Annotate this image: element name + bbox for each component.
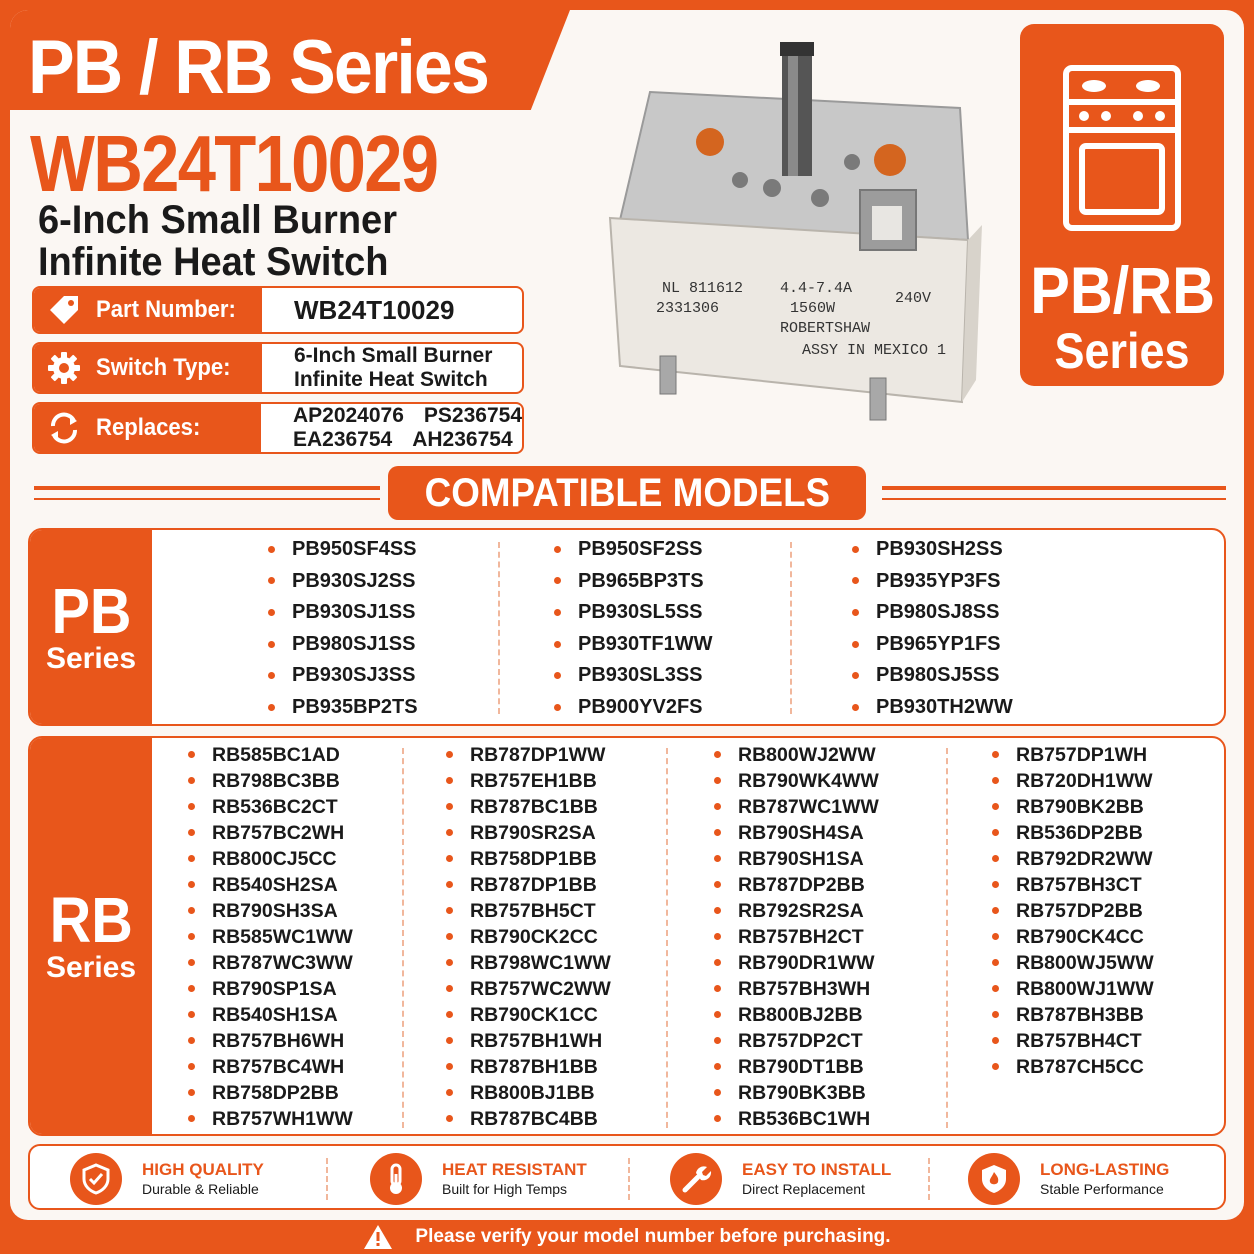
features-bar — [28, 1144, 1226, 1210]
spec-part-number — [32, 286, 524, 334]
rb-series-word: Series — [45, 951, 137, 984]
pb-series-code: PB — [50, 575, 132, 647]
column-divider — [790, 542, 792, 714]
list-item: RB757BC4WH — [186, 1054, 353, 1080]
spec-label-replaces: Replaces: — [96, 414, 201, 441]
feature-divider — [628, 1158, 630, 1200]
column-divider — [498, 542, 500, 714]
list-item: RB787DP2BB — [712, 872, 879, 898]
footer-note — [0, 1220, 1254, 1254]
badge-series-word: Series — [1054, 323, 1190, 379]
list-item: RB757BH3CT — [990, 872, 1154, 898]
rb-column — [186, 742, 353, 1132]
rb-series-label — [30, 738, 152, 1134]
gear-icon — [46, 350, 82, 386]
list-item: RB798WC1WW — [444, 950, 611, 976]
feature-divider — [928, 1158, 930, 1200]
list-item: PB900YV2FS — [552, 692, 712, 724]
tag-icon — [46, 292, 82, 328]
list-item: RB790SR2SA — [444, 820, 611, 846]
list-item: RB757WH1WW — [186, 1106, 353, 1132]
list-item: PB930SL3SS — [552, 660, 712, 692]
warning-icon — [363, 1224, 393, 1250]
label-text: ROBERTSHAW — [780, 320, 871, 337]
compatible-models-heading: COMPATIBLE MODELS — [388, 466, 866, 520]
spec-switch-type — [32, 342, 524, 394]
label-text: 2331306 — [656, 300, 720, 317]
spec-replaces — [32, 402, 524, 454]
list-item: PB930SJ2SS — [266, 566, 418, 598]
feature-subtitle: Stable Performance — [1040, 1181, 1164, 1197]
product-subtitle-line2: Infinite Heat Switch — [38, 240, 389, 284]
rb-column — [990, 742, 1154, 1080]
list-item: RB540SH1SA — [186, 1002, 353, 1028]
list-item: RB790BK2BB — [990, 794, 1154, 820]
list-item: RB758DP2BB — [186, 1080, 353, 1106]
list-item: RB757EH1BB — [444, 768, 611, 794]
list-item: PB965YP1FS — [850, 629, 1013, 661]
label-text: 1560W — [790, 300, 836, 317]
feature-title: HIGH QUALITY — [142, 1160, 264, 1179]
list-item: PB930TF1WW — [552, 629, 712, 661]
list-item: RB792SR2SA — [712, 898, 879, 924]
list-item: RB540SH2SA — [186, 872, 353, 898]
replaces-item: AP2024076 — [292, 404, 404, 427]
list-item: RB790SH4SA — [712, 820, 879, 846]
list-item: RB790DR1WW — [712, 950, 879, 976]
spec-value-switch-type-line2: Infinite Heat Switch — [294, 368, 488, 391]
spec-value-part-number: WB24T10029 — [294, 295, 455, 325]
label-text: ASSY IN MEXICO 1 — [802, 342, 947, 359]
list-item: RB792DR2WW — [990, 846, 1154, 872]
divider-right — [882, 486, 1226, 490]
list-item: PB930SJ3SS — [266, 660, 418, 692]
column-divider — [946, 748, 948, 1128]
list-item: RB787BC1BB — [444, 794, 611, 820]
list-item: RB720DH1WW — [990, 768, 1154, 794]
rb-column — [444, 742, 611, 1132]
list-item: PB930TH2WW — [850, 692, 1013, 724]
product-subtitle-line1: 6-Inch Small Burner — [38, 198, 397, 242]
list-item: RB800BJ1BB — [444, 1080, 611, 1106]
pb-column — [552, 534, 712, 724]
list-item: RB800BJ2BB — [712, 1002, 879, 1028]
list-item: RB757BH5CT — [444, 898, 611, 924]
list-item: RB536DP2BB — [990, 820, 1154, 846]
series-badge — [1020, 24, 1224, 386]
shield-check-icon — [79, 1162, 113, 1196]
list-item: RB790SP1SA — [186, 976, 353, 1002]
refresh-icon — [46, 410, 82, 446]
list-item: PB965BP3TS — [552, 566, 712, 598]
list-item: RB790WK4WW — [712, 768, 879, 794]
list-item: RB790CK1CC — [444, 1002, 611, 1028]
list-item: PB980SJ1SS — [266, 629, 418, 661]
list-item: RB585WC1WW — [186, 924, 353, 950]
feature-subtitle: Durable & Reliable — [142, 1181, 259, 1197]
feature-divider — [326, 1158, 328, 1200]
list-item: RB758DP1BB — [444, 846, 611, 872]
feature-subtitle: Direct Replacement — [742, 1181, 865, 1197]
feature-long-lasting — [968, 1152, 1169, 1206]
list-item: PB980SJ8SS — [850, 597, 1013, 629]
list-item: RB757BC2WH — [186, 820, 353, 846]
divider-left — [34, 498, 380, 500]
rb-series-code: RB — [49, 884, 133, 956]
label-text: NL 811612 — [662, 280, 744, 297]
list-item: RB800WJ5WW — [990, 950, 1154, 976]
spec-label-switch-type: Switch Type: — [96, 354, 231, 381]
feature-title: LONG-LASTING — [1040, 1160, 1170, 1179]
series-title: PB / RB Series — [28, 25, 488, 110]
replaces-item: AH236754 — [412, 428, 513, 451]
list-item: RB757BH6WH — [186, 1028, 353, 1054]
replaces-item: EA236754 — [292, 428, 393, 451]
list-item: RB757DP2CT — [712, 1028, 879, 1054]
wrench-icon — [679, 1162, 713, 1196]
spec-value-switch-type-line1: 6-Inch Small Burner — [294, 344, 493, 367]
list-item: RB800WJ2WW — [712, 742, 879, 768]
column-divider — [666, 748, 668, 1128]
list-item: RB787BC4BB — [444, 1106, 611, 1132]
list-item: RB790SH3SA — [186, 898, 353, 924]
list-item: RB757BH2CT — [712, 924, 879, 950]
list-item: RB787BH1BB — [444, 1054, 611, 1080]
list-item: RB757BH4CT — [990, 1028, 1154, 1054]
list-item: RB787WC3WW — [186, 950, 353, 976]
divider-left — [34, 486, 380, 490]
list-item: RB800CJ5CC — [186, 846, 353, 872]
list-item: RB798BC3BB — [186, 768, 353, 794]
column-divider — [402, 748, 404, 1128]
pb-series-box — [28, 528, 1226, 726]
pb-column — [266, 534, 418, 724]
thermometer-icon — [379, 1162, 413, 1196]
list-item: RB757WC2WW — [444, 976, 611, 1002]
product-photo — [590, 30, 1010, 430]
feature-high-quality — [70, 1152, 264, 1206]
feature-title: HEAT RESISTANT — [442, 1160, 587, 1179]
list-item: RB757DP1WH — [990, 742, 1154, 768]
list-item: RB790BK3BB — [712, 1080, 879, 1106]
list-item: PB930SH2SS — [850, 534, 1013, 566]
list-item: RB757BH3WH — [712, 976, 879, 1002]
list-item: RB790CK4CC — [990, 924, 1154, 950]
label-text: 240V — [895, 290, 932, 307]
part-number-heading: WB24T10029 — [30, 119, 438, 208]
list-item: RB757BH1WH — [444, 1028, 611, 1054]
stove-icon — [1062, 64, 1182, 232]
list-item: PB980SJ5SS — [850, 660, 1013, 692]
pb-column — [850, 534, 1013, 724]
list-item: PB935YP3FS — [850, 566, 1013, 598]
footer-note-text: Please verify your model number before purchasing. — [415, 1226, 891, 1247]
divider-right — [882, 498, 1226, 500]
pb-series-word: Series — [45, 642, 137, 675]
list-item: RB757DP2BB — [990, 898, 1154, 924]
rb-series-box — [28, 736, 1226, 1136]
shield-flame-icon — [977, 1162, 1011, 1196]
list-item: PB930SL5SS — [552, 597, 712, 629]
rb-column — [712, 742, 879, 1132]
list-item: PB935BP2TS — [266, 692, 418, 724]
list-item: PB930SJ1SS — [266, 597, 418, 629]
list-item: RB790CK2CC — [444, 924, 611, 950]
list-item: RB787DP1BB — [444, 872, 611, 898]
list-item: RB787DP1WW — [444, 742, 611, 768]
list-item: RB536BC2CT — [186, 794, 353, 820]
list-item: PB950SF2SS — [552, 534, 712, 566]
badge-series-code: PB/RB — [1030, 253, 1216, 327]
page-canvas — [10, 10, 1244, 1220]
feature-subtitle: Built for High Temps — [442, 1181, 568, 1197]
list-item: RB585BC1AD — [186, 742, 353, 768]
replaces-item: PS236754 — [423, 404, 522, 427]
list-item: RB800WJ1WW — [990, 976, 1154, 1002]
list-item: RB787CH5CC — [990, 1054, 1154, 1080]
list-item: RB790SH1SA — [712, 846, 879, 872]
list-item: RB787BH3BB — [990, 1002, 1154, 1028]
pb-series-label — [30, 530, 152, 724]
list-item: RB787WC1WW — [712, 794, 879, 820]
feature-title: EASY TO INSTALL — [742, 1160, 892, 1179]
label-text: 4.4-7.4A — [780, 280, 853, 297]
list-item: RB790DT1BB — [712, 1054, 879, 1080]
spec-label-part-number: Part Number: — [96, 296, 236, 323]
list-item: PB950SF4SS — [266, 534, 418, 566]
list-item: RB536BC1WH — [712, 1106, 879, 1132]
feature-easy-install — [670, 1152, 891, 1206]
feature-heat-resistant — [370, 1152, 587, 1206]
